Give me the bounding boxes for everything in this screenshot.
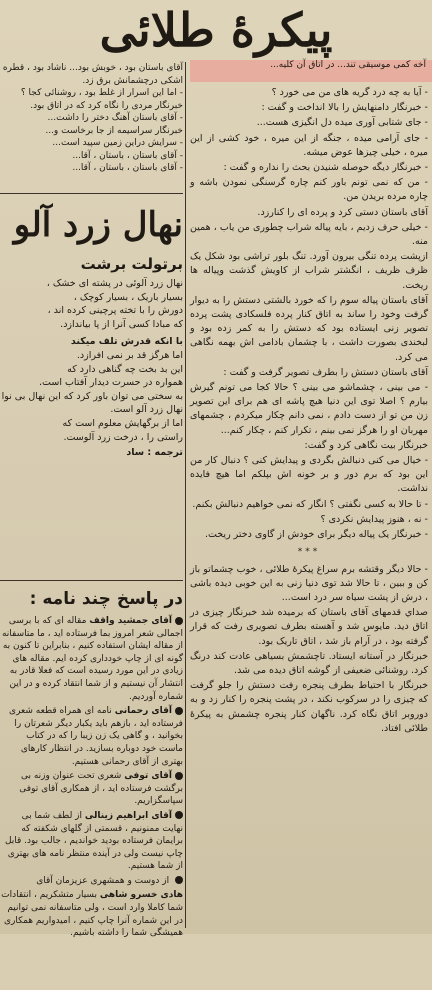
reply-item [0,615,183,703]
reply-text: مقاله ای که با برسی اجمالی شعر امروز بما فرستاده اید ، ما متاسفانه از مقاله ایشان استفاده کنیم ، بنابراین تا کنون به گونه ای از چاپ خودداری کرده ایم. مقاله های زیادی در این مورد رسیده است که فعلا قادر به انتشار آن نیستیم و از شما انتقاد کرده و در این شماره آوردیم. [1,616,183,702]
story-paragraph: - خبرنگار دیگه حوصله شنیدن بحث را نداره و گفت : [223,162,428,174]
story-paragraph: - خبرنگار یک پیاله دیگر برای خودش از گاوی دختر ریخت. [204,529,428,541]
poem-line: نهال زرد آلو است. [110,404,183,416]
snippet-line: خبرنگار سراسیمه از جا برخاست و... [45,125,183,136]
replies-list [0,615,183,990]
story-paragraph: - می بینی ، چشماشو می بینی ؟ حالا کجا می تونم گیرش بیارم ؟ اصلا توی این دنیا هیچ پاشه ای هم برای این تصویر زن من تو از دست دادم ، نمی دانم چکار میکردم ، چشمهای مهربان او را هرگز نمی بینم ، تکرار کنم ، چکار کنم... [190,382,428,436]
snippet-line: - سرایش دراین زمین سپید است... [52,138,183,148]
story-paragraph: - آیا به چه درد گریه های من می خورد ؟ [271,87,428,98]
reply-name: هادی خسرو شاهی [99,890,183,901]
story-paragraph: - خیال می کنی دنبالش بگردی و پیدایش کنی ؟ دنبال کار من این بود که برم دور و بر خونه اش بپلکم اما هیچ فایده نداشت. [190,455,428,495]
story-continuation [0,62,183,190]
poem-line: که مبادا کسی آنرا از پا بیاندازد. [60,318,183,330]
reply-text: نامه ای همراه قطعه شعری فرستاده اید ، بازهم باید یکبار دیگر شعرتان را بخوانید ، و گاهی یک زن زیبا را که در کتاب ماست خود دوباره بسازید. در انتظار کارهای بهتری از آقای رحمانی هستیم. [9,706,183,767]
poem-subheading: با انکه قدرش تلف میکند [70,336,183,348]
poem-line: دورش را با تخته پرچینی کرده اند ، [47,305,183,317]
story-paragraph: - من که نمی تونم باور کنم چاره گرسنگی نمودن باشه و چاره مرده بریدن من. [190,177,428,203]
reply-name: آقای توفی [124,771,172,782]
poem-line: بسیار باریک ، بسیار کوچک ، [73,291,183,303]
reply-item [0,770,183,808]
reply-item [0,810,183,873]
masthead-title: پیکرهٔ طلائی [99,3,333,57]
story-paragraph: آقای باستان پیاله سوم را که خورد بالشتی دستش را به دیوار گرفت وخود را ساند به اتاق کنار پرده فلسکادی پشت پرده تصویر زنی ایستاده بود که دستش را به کمر زده بود و لبخندی بصورت داشت ، با چشمان بادامی اش بهمه نگاهی می کرد. [190,294,428,363]
poem-line: اما از برگهایش معلوم است که [62,417,183,429]
bullet-icon [175,876,183,884]
reply-name: آقای ابراهیم زینالی [84,810,172,821]
story-paragraph: - خیلی حرف زدیم ، بایه پیاله شراب چطوری من یاب ، همین منه. [190,221,428,248]
story-paragraph: صداي قدمهای آقای باستان که برمیده شد خبرنگار چیزی در اتاق دید. مایوس شد و آهسته بطرف تصویری رفت که قرار گرفته بود ، در آرام باز شد ، اتاق تاریک بود. [190,607,428,647]
story-paragraph: خبرنگار در آستانه ایستاد. تاچشمش بسیاهی عادت کند درنگ کرد. روشنائی ضعیفی از گوشه اتاق دیده می شد. [190,650,428,676]
poem-author: برتولت برشت [80,255,183,273]
snippet-line: - آقای باستان ، باستان ، آقا... [72,150,183,161]
story-deck: آخه کمی موسیقی تند... در اتاق آن کلیه... [270,60,426,70]
story-paragraph: - تا حالا به کسی نگفتی ؟ انگار که نمی خواهیم دنبالش بکنم. [192,498,428,510]
story-column [190,86,428,926]
snippet-line: خبرنگار مردی را نگاه کرد که در اتاق بود. [30,100,183,111]
reply-text: بسیار متشکریم ، انتقادات شما کاملا وارد است ، ولی متاسفانه نمی توانیم در این شماره آنرا چاپ کنیم ، امیدواریم همکاری همیشگی شما را داشته باشیم. [1,890,183,939]
reply-name: آقای رحمانی [114,706,172,717]
section-divider [0,580,183,581]
section-separator: *** [297,547,321,558]
story-paragraph: خبرنگار بیت نگاهی کرد و گفت: [304,439,428,451]
story-paragraph: - جای آرامی میده ، جنگه از این میره ، خود کشی از این میره ، خیلی چیزها عوض میشه. [190,132,428,158]
story-paragraph: آقای باستان دستی کرد و پرده ای را کنارزد. [257,206,428,218]
story-paragraph: - جای شتابی آوری میده دل انگیزی هست... [256,117,428,129]
story-paragraph: ازپشت پرده تنگی بیرون آورد. تنگ بلور تراشی بود شکل یک ظرف ظریف ، انگشتر شراب از کاویش گذشت وپیاله ها ریخت. [190,251,428,291]
snippet-line: - آقای باستان ، باستان ، آقا... [72,163,183,173]
poem-line: همواره در حسرت دیدار آفتاب است. [39,377,183,389]
poem-line: نهال زرد آلوئی در پشته ای خشک ، [46,278,183,289]
bullet-icon [175,811,183,819]
column-divider [185,62,186,928]
poem-translator: ترجمه : ساد [126,447,183,459]
snippet-line: - آقای باستان آهنگ دختر را داشت... [47,113,183,123]
poem-title: نهال زرد آلو [13,205,183,245]
bullet-icon [175,617,183,625]
poem-line: اما هرگز قد بر نمی افرازد. [76,349,183,361]
reply-text: از دوست و همشهری عزیزمان آقای [36,875,170,886]
story-paragraph: خبرنگار با احتیاط بطرف پنجره رفت دستش را جلو گرفت که چیزی را در سرکوب نکند ، در پشت پنجره را کنار زد و به دوروبر اتاق نگاه کرد. ناگهان کنار پنجره چشمش به پیکرهٔ طلائی افتاد. [190,680,428,734]
poem-body [0,277,183,577]
masthead [0,0,432,60]
bullet-icon [175,772,183,780]
reply-name: آقای جمشید واقف [89,616,172,626]
replies-title: در پاسخ چند نامه : [29,589,183,609]
reply-item [0,889,183,939]
left-column [0,62,183,939]
reply-item [0,705,183,768]
poem-line: این بد بخت چه گناهی دارد که [67,363,183,375]
story-paragraph: - نه ، هنوز پیدایش نکردی ؟ [320,513,428,525]
reply-text: از لطف شما بی نهایت ممنونیم ، قسمتی از گلهای شکفته که برایمان فرستاده بودید خواندیم ، جالب بود. قابل چاپ نیست ولی در آینده منتظر نامه های بهتری از شما هستیم. [4,810,183,872]
story-paragraph: - خبرنگار دامنهایش را بالا انداخت و گفت : [261,102,428,114]
reply-item [0,875,183,888]
section-divider [0,193,183,194]
bullet-icon [175,707,183,715]
story-paragraph: آقای باستان دستش را بطرف تصویر گرفت و گفت : [223,366,428,378]
reply-text: شعری تحت عنوان وزنه بی برگشت فرستاده اید ، از همکاری آقای توفی سپاسگزاریم. [19,771,183,807]
poem-line: راستی را ، درخت زرد آلوست. [63,431,183,443]
snippet-line: - اما این اسرار از غلط بود ، روشنائی کجا ؟ [20,88,183,98]
snippet-line: آقای باستان بود ، خوبش بود... ناشاد بود ، قطره اشکی درچشمانش برق زد. [2,63,183,86]
story-paragraph: - حالا دیگر وقتشه برم سراغ پیکرهٔ طلائی ، خوب چشماتو باز کن و ببین ، تا حالا شد توی دنیا زنی به این خوبی دیده باشی ، درش از پشت سیاه سر درد است... [190,563,428,603]
poem-line: به سختی می توان باور کرد که این نهال بی نوا [1,390,183,402]
